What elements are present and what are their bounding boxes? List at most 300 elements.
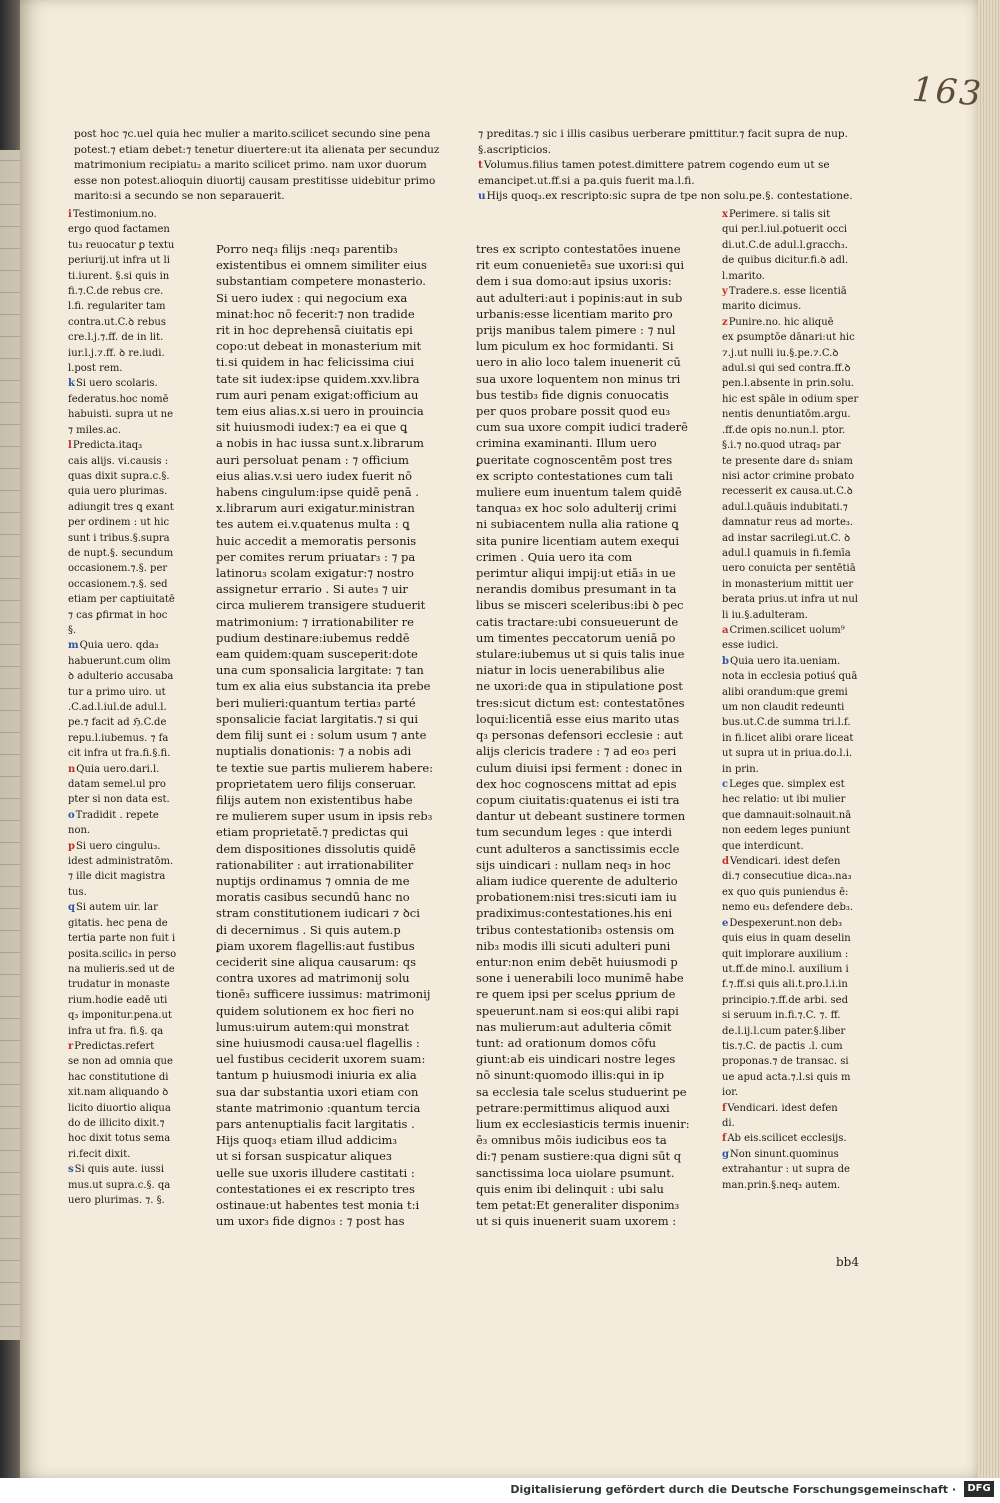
- text-right-line: alijs clericis tradere : ⁊ ad eo₃ peri: [476, 744, 677, 759]
- gloss-left-line: repu.l.iubemus. ⁊ fa: [68, 732, 169, 744]
- gloss-right-line: recesserit ex causa.ut.C.ꝺ: [722, 486, 853, 498]
- gloss-right-line: [722, 1131, 874, 1146]
- top-left-line: potest.⁊ etiam debet:⁊ tenetur diuertere:ut ita alienata per secunduz: [74, 143, 440, 156]
- text-right-line: sua uxore loquentem non minus tri: [476, 371, 681, 386]
- gloss-right-line: ue apud acta.⁊.l.si quis m: [722, 1071, 851, 1083]
- text-left-line: ꝑiam uxorem flagellis:aut fustibus: [216, 938, 415, 953]
- gloss-marker: l: [68, 440, 72, 452]
- text-right-line: tem petat:Et generaliter disponim₃: [476, 1197, 680, 1212]
- gloss-left-line: [68, 762, 198, 777]
- gloss-right-line: nisi actor crimine probato: [722, 470, 855, 482]
- text-right-line: ne uxori:de qua in stipulatione ꝑost: [476, 679, 683, 694]
- gloss-text: Quia uero ita.ueniam.: [730, 655, 841, 667]
- text-left-line: ostinaue:ut habentes test monia t:i: [216, 1197, 420, 1212]
- gloss-marker: f: [722, 1102, 727, 1114]
- gloss-right-line: [722, 854, 874, 869]
- text-right-line: speuerunt.nam si eos:qui alibi rapi: [476, 1003, 679, 1018]
- text-right-line: cunt adulteros a sanctissimis eccle: [476, 841, 680, 856]
- gloss-text: Si autem uir. lar: [76, 902, 158, 914]
- text-left-line: existentibus ei omnem similiter eius: [216, 258, 427, 273]
- gloss-marker: g: [722, 1148, 729, 1160]
- gloss-left-line: fi.⁊.C.de rebus cre.: [68, 286, 164, 298]
- gloss-marker: k: [68, 378, 75, 390]
- gloss-left-line: periurij.ut infra ut li: [68, 255, 170, 267]
- text-left-line: eam quidem:quam susceperit:dote: [216, 647, 418, 662]
- text-right-line: urbanis:esse licentiam marito ꝑro: [476, 306, 673, 321]
- text-left-line: a nobis in hac iussa sunt.x.librarum: [216, 436, 424, 451]
- gloss-text: Punire.no. hic aliquē: [728, 316, 834, 328]
- gloss-right-line: di.: [722, 1117, 735, 1129]
- dfg-logo: DFG: [964, 1481, 994, 1497]
- gloss-left-line: [68, 1162, 198, 1177]
- gloss-right-line: [722, 315, 874, 330]
- gloss-left-line: [68, 638, 198, 653]
- gloss-marker: b: [722, 655, 729, 667]
- gloss-right-line: hic est spāle in odium sper: [722, 393, 859, 405]
- text-right-line: perimtur aliqui impij:ut etiā₃ in ue: [476, 566, 676, 581]
- gloss-text: Predictas.refert: [74, 1040, 155, 1052]
- text-left-line: nuptijs ordinamus ⁊ omnia de me: [216, 873, 410, 888]
- text-left-line: filijs autem non existentibus habe: [216, 792, 413, 807]
- gloss-left-line: uero plurimas. ⁊. §.: [68, 1195, 165, 1206]
- text-right-line: loqui:licentiā esse eius marito utas: [476, 711, 680, 726]
- gloss-text: Vendicari. idest defen: [730, 856, 841, 868]
- text-right-line: dantur ut debeant sustinere tormen: [476, 809, 686, 824]
- gloss-left-line: tur a primo uiro. ut: [68, 686, 166, 698]
- text-left-line: nuptialis donationis: ⁊ a nobis adi: [216, 744, 412, 759]
- text-left-line: quidem solutionem ex hoc fieri no: [216, 1003, 415, 1018]
- text-right-line: stulare:iubemus ut si quis talis inue: [476, 647, 685, 662]
- gloss-marker: a: [722, 624, 729, 636]
- text-right-line: ut si quis inuenerit suam uxorem :: [476, 1214, 677, 1229]
- gloss-marker: q: [68, 902, 75, 914]
- gloss-text: Non sinunt.quominus: [730, 1148, 839, 1160]
- gloss-marker: t: [478, 159, 483, 171]
- text-right-line: dem i sua domo:aut ipsius uxoris:: [476, 274, 672, 289]
- text-right-line: lum piculum ex hoc formidanti. Si: [476, 339, 674, 354]
- gloss-left-line: trudatur in monaste: [68, 979, 170, 991]
- text-right-line: niatur in locis uenerabilibus alie: [476, 663, 665, 678]
- text-right-line: sanctissima loca uiolare psumunt.: [476, 1165, 675, 1180]
- gloss-left-line: habuerunt.cum olim: [68, 655, 171, 667]
- text-right-line: nib₃ modis illi sicuti adulteri puni: [476, 938, 671, 953]
- gloss-left-line: adiungit tres ꝗ exant: [68, 501, 174, 513]
- text-right-line: giunt:ab eis uindicari nostre leges: [476, 1052, 676, 1067]
- gloss-left-line: quia uero plurimas.: [68, 486, 168, 498]
- gloss-right-line: alibi orandum:que gremi: [722, 686, 848, 698]
- text-right-line: rit eum conuenietē₃ sue uxori:si qui: [476, 258, 685, 273]
- gloss-left-line: [68, 900, 198, 915]
- gloss-right-line: damnatur reus ad morte₃.: [722, 517, 854, 529]
- page-stack-edge: [978, 0, 1000, 1478]
- gloss-right-line: ut.ff.de mino.l. auxilium i: [722, 963, 849, 975]
- text-right-line: per quos probare possit quod eu₃: [476, 404, 671, 419]
- text-left-line: copo:ut debeat in monasterium mit: [216, 339, 422, 354]
- gloss-right-line: adul.l quamuis in fi.femīa: [722, 547, 851, 559]
- text-left-line: stram constitutionem iudicari ⁊ ꝺci: [216, 906, 420, 921]
- gloss-right-line: [722, 1101, 874, 1116]
- gloss-right-line: ut supra ut in priua.do.l.i.: [722, 748, 853, 760]
- gloss-right-line: ⁊.j.ut nulli iu.§.pe.⁊.C.ꝺ: [722, 347, 839, 359]
- gloss-right-line: de quibus dicitur.fi.ꝺ adl.: [722, 255, 849, 267]
- text-right-line: crimina examinanti. Illum uero: [476, 436, 657, 451]
- text-right-line: entur:non enim debēt huiusmodi p: [476, 954, 678, 969]
- text-left-line: dem dispositiones dissolutis quidē: [216, 841, 416, 856]
- gloss-left-line: hac constitutione di: [68, 1071, 169, 1083]
- text-left-line: stante matrimonio :quantum tercia: [216, 1100, 421, 1115]
- gloss-right-line: [722, 654, 874, 669]
- gloss-right-line: extrahantur : ut supra de: [722, 1164, 850, 1176]
- text-right-line: ꝑueritate cognoscentēm post tres: [476, 452, 673, 467]
- text-left-line: tes autem ei.v.quatenus multa : ꝗ: [216, 517, 410, 532]
- text-left-line: sit huiusmodi iudex:⁊ ea ei que ꝗ: [216, 420, 408, 435]
- gloss-text: Testimonium.no.: [72, 209, 157, 220]
- gloss-marker: s: [68, 1164, 74, 1176]
- gloss-marker: o: [68, 809, 75, 821]
- text-right-line: di:⁊ penam sustiere:qua digni sūt q: [476, 1149, 682, 1164]
- text-left-line: dem filij sunt ei : solum usum ⁊ ante: [216, 728, 427, 743]
- gloss-left-line: ⁊ ille dicit magistra: [68, 871, 166, 883]
- gloss-marker: m: [68, 640, 79, 652]
- gloss-left-line: cit infra ut fra.fi.§.fi.: [68, 748, 171, 760]
- gloss-left-line: [68, 839, 198, 854]
- text-right-line: sijs uindicari : nullam neq₃ in hoc: [476, 857, 671, 872]
- text-left-line: Hijs quoq₃ etiam illud addicim₃: [216, 1133, 398, 1148]
- text-left-line: rum auri penam exigat:officium au: [216, 387, 419, 402]
- text-right-line: uero in alio loco talem inuenerit cū: [476, 355, 681, 370]
- gloss-right-line: [722, 777, 874, 792]
- text-right-line: prijs manibus talem pimere : ⁊ nul: [476, 323, 676, 338]
- gloss-right-line: f.⁊.ff.si quis ali.t.pro.l.i.in: [722, 979, 848, 991]
- gloss-right-line: .ff.de opis no.nun.l. ptor.: [722, 424, 846, 436]
- gloss-text: Tradere.s. esse licentiā: [728, 286, 847, 298]
- gloss-marker: n: [68, 763, 76, 775]
- text-left-line: tum ex alia eius substancia ita prebe: [216, 679, 431, 694]
- gloss-right-line: [722, 623, 874, 638]
- text-left-line: etiam proprietatē.⁊ predictas qui: [216, 825, 409, 840]
- text-left-line: tionē₃ sufficere iussimus: matrimonij: [216, 987, 431, 1002]
- signature-mark: bb4: [836, 1255, 859, 1269]
- gloss-left-line: ergo quod factamen: [68, 224, 170, 236]
- text-right-line: sita punire licentiam autem exequi: [476, 533, 680, 548]
- gloss-right-line: hec relatio: ut ibi mulier: [722, 794, 846, 806]
- gloss-left-line: licito diuortio aliqua: [68, 1102, 171, 1114]
- text-left-line: re mulierem super usum in ipsis reb₃: [216, 809, 433, 824]
- text-right-line: dex hoc cognoscens mittat ad epis: [476, 776, 677, 791]
- text-left-line: rit in hoc deprehensā ciuitatis epi: [216, 323, 413, 338]
- right-gloss-column: [722, 207, 874, 1193]
- gloss-text: Crimen.scilicet uolum⁹: [729, 624, 845, 636]
- gloss-left-line: [68, 438, 198, 453]
- top-left-line: marito:si a secundo se non separauerit.: [74, 190, 285, 202]
- gloss-marker: f: [722, 1133, 727, 1145]
- text-left-line: uel fustibus ceciderit uxorem suam:: [216, 1052, 426, 1067]
- gloss-text: Hijs quoq₃.ex rescripto:sic supra de tpe non solu.pe.§. contestatione.: [486, 190, 853, 202]
- text-left-line: huic accedit a memoratis personis: [216, 533, 417, 548]
- folio-number: 163: [910, 69, 985, 115]
- text-right-line: aut adulteri:aut i popinis:aut in sub: [476, 290, 683, 305]
- text-left-line: tantum p huiusmodi iniuria ex alia: [216, 1068, 417, 1083]
- gloss-left-line: §.: [68, 624, 77, 636]
- text-right-line: culum diuisi ipsi ferment : donec in: [476, 760, 683, 775]
- gloss-marker: u: [478, 190, 486, 202]
- gloss-text: Vendicari. idest defen: [727, 1102, 838, 1114]
- gloss-right-line: nota in ecclesia potiuś quā: [722, 671, 858, 683]
- gloss-text: Perimere. si talis sit: [728, 209, 831, 220]
- gloss-left-line: pter si non data est.: [68, 794, 170, 806]
- text-right-line: nas mulierum:aut adulteria cōmit: [476, 1019, 672, 1034]
- top-left-line: post hoc ⁊c.uel quia hec mulier a marito.scilicet secundo sine pena: [74, 128, 431, 140]
- text-left-line: lumus:uirum autem:qui monstrat: [216, 1019, 410, 1034]
- gloss-right-line: ad instar sacrilegi.ut.C. ꝺ: [722, 532, 851, 544]
- gloss-right-line: qui per.l.iul.ꝑotuerit occi: [722, 224, 848, 236]
- text-left-line: contra uxores ad matrimonij solu: [216, 971, 410, 986]
- text-right-line: tribus contestationib₃ ostensis om: [476, 922, 675, 937]
- text-right-line: tunt: ad orationum domos cōfu: [476, 1035, 657, 1050]
- text-right-line: muliere eum inuentum talem quidē: [476, 485, 682, 500]
- gloss-left-line: occasionem.⁊.§. per: [68, 563, 168, 575]
- gloss-left-line: de nupt.§. secundum: [68, 547, 174, 559]
- gloss-left-line: idest administratōm.: [68, 856, 174, 868]
- text-right-line: aliam iudice querente de adulterio: [476, 873, 678, 888]
- gloss-left-line: etiam per captiuitatē: [68, 594, 175, 606]
- gloss-left-line: l.post rem.: [68, 363, 123, 375]
- text-right-line: pradiximus:contestationes.his eni: [476, 906, 673, 921]
- gloss-text: Leges que. simplex est: [729, 779, 845, 791]
- gloss-right-line: [722, 1147, 874, 1162]
- gloss-right-line: di.⁊ consecutiue dica₃.na₃: [722, 871, 852, 883]
- text-left-line: sponsalicie faciat largitatis.⁊ si qui: [216, 711, 419, 726]
- gloss-left-line: na mulieris.sed ut de: [68, 963, 175, 975]
- text-left-line: rationabiliter : aut irrationabiliter: [216, 857, 414, 872]
- text-right-line: tum secundum leges : que interdi: [476, 825, 672, 840]
- main-text-column-right: [476, 241, 716, 1229]
- gloss-left-line: l.fi. regulariter tam: [68, 301, 166, 313]
- gloss-left-line: [68, 808, 198, 823]
- text-left-line: proprietatem uero filijs conseruar.: [216, 776, 417, 791]
- text-left-line: uelle sue uxoris illudere castitati :: [216, 1165, 415, 1180]
- gloss-marker: z: [722, 316, 728, 328]
- text-left-line: habens cingulum:ipse quidē penā .: [216, 485, 419, 500]
- gloss-left-line: se non ad omnia que: [68, 1056, 173, 1068]
- gloss-left-line: tus.: [68, 886, 87, 898]
- text-right-line: cum sua uxore compit iudici traderē: [476, 420, 688, 435]
- gloss-left-line: contra.ut.C.ꝺ rebus: [68, 316, 166, 328]
- gloss-left-line: mus.ut supra.c.§. qa: [68, 1179, 171, 1191]
- text-right-line: nō sinunt:quomodo illis:qui in ip: [476, 1068, 665, 1083]
- gloss-left-line: cre.l.j.⁊.ff. de in lit.: [68, 332, 164, 344]
- gloss-right-line: de.l.ij.l.cum pater.§.liber: [722, 1025, 846, 1037]
- text-left-line: tate sit iudex:ipse quidem.xxv.libra: [216, 371, 420, 386]
- gloss-right-line: si seruum in.fi.⁊.C. ⁊. ff.: [722, 1010, 841, 1022]
- gloss-right-line: berata prius.ut infra ut nul: [722, 594, 858, 606]
- gloss-right-line: in fi.licet alibi orare liceat: [722, 732, 854, 744]
- text-right-line: tanqua₃ ex hoc solo adulterij crimi: [476, 501, 677, 516]
- text-right-line: sone i uenerabili loco munimē habe: [476, 971, 684, 986]
- gloss-right-line: di.ut.C.de adul.l.gracch₃.: [722, 239, 848, 251]
- gloss-right-line: adul.l.quāuis indubitati.⁊: [722, 501, 848, 513]
- gloss-left-line: ⁊ cas ꝑfirmat in hoc: [68, 609, 168, 621]
- gloss-right-line: te presente dare d₃ sniam: [722, 455, 853, 467]
- gloss-text: Ab eis.scilicet ecclesijs.: [727, 1133, 847, 1145]
- gloss-left-line: non.: [68, 825, 91, 837]
- gloss-left-line: ti.iurent. §.si quis in: [68, 270, 170, 282]
- gloss-left-line: infra ut fra. fi.§. qa: [68, 1025, 164, 1037]
- footer-credit: Digitalisierung gefördert durch die Deutsche Forschungsgemeinschaft ·: [510, 1483, 956, 1496]
- gloss-right-line: pen.l.absente in prin.solu.: [722, 378, 855, 390]
- gloss-left-line: .C.ad.l.iul.de adul.l.: [68, 702, 167, 713]
- gloss-marker: p: [68, 840, 75, 852]
- main-text-column-left: [216, 241, 452, 1229]
- text-right-line: re quem ipsi per scelus ꝑprium de: [476, 987, 676, 1002]
- gloss-text: Si uero cingulu₃.: [76, 840, 161, 852]
- text-right-line: petrare:permittimus aliquod auxi: [476, 1100, 670, 1115]
- gloss-right-line: nemo eu₃ defendere deb₃.: [722, 902, 854, 914]
- gloss-left-line: ri.fecit dixit.: [68, 1148, 131, 1160]
- text-right-line: lium ex ecclesiasticis termis inuenir:: [476, 1116, 690, 1131]
- text-right-line: quis enim ibi delinquit : ubi salu: [476, 1181, 664, 1196]
- gloss-right-line: li iu.§.adulteram.: [722, 609, 808, 621]
- gloss-right-line: principio.⁊.ff.de arbi. sed: [722, 994, 848, 1006]
- gloss-text: Si quis aute. iussi: [74, 1164, 165, 1176]
- gloss-left-line: [68, 207, 198, 222]
- gloss-right-line: esse iudici.: [722, 640, 779, 652]
- gloss-right-line: non eedem leges puniunt: [722, 825, 851, 837]
- gloss-right-line: adul.si qui sed contra.ff.ꝺ: [722, 363, 851, 375]
- gloss-right-line: [722, 284, 874, 299]
- gloss-left-line: ⁊ miles.ac.: [68, 424, 121, 436]
- gloss-right-line: nentis denuntiatōm.argu.: [722, 409, 851, 421]
- text-left-line: pudium destinare:iubemus reddē: [216, 630, 410, 645]
- left-gloss-column: [68, 207, 198, 1208]
- text-left-line: per comites rerum priuatar₃ : ⁊ pa: [216, 549, 416, 564]
- top-right-line: [478, 158, 878, 174]
- gloss-left-line: pe.⁊ facit ad ℌ.C.de: [68, 717, 167, 729]
- gloss-right-line: tis.⁊.C. de pactis .l. cum: [722, 1040, 843, 1052]
- gloss-left-line: per ordinem : ut hic: [68, 517, 170, 529]
- gloss-text: Quia uero.dari.l.: [76, 763, 160, 775]
- text-left-line: minat:hoc nō fecerit:⁊ non tradide: [216, 306, 415, 321]
- gloss-left-line: quas dixit supra.c.§.: [68, 470, 170, 482]
- gloss-right-line: in prin.: [722, 763, 759, 775]
- text-left-line: latinoru₃ scolam exigatur:⁊ nostro: [216, 566, 414, 581]
- text-left-line: una cum sponsalicia largitate: ⁊ tan: [216, 663, 424, 678]
- text-left-line: beri mulieri:quantum tertia₃ parté: [216, 695, 416, 710]
- text-left-line: Porro neq₃ filijs :neq₃ parentib₃: [216, 242, 398, 256]
- text-left-line: ceciderit sine aliqua causarum: qs: [216, 954, 416, 969]
- gloss-text: Despexerunt.non deb₃: [729, 917, 842, 929]
- gloss-text: Predicta.itaq₃: [72, 440, 143, 452]
- gloss-text: Si uero scolaris.: [75, 378, 158, 390]
- gloss-left-line: tu₃ reuocatur ꝑ textu: [68, 239, 175, 251]
- text-left-line: circa mulierem transigere studuerit: [216, 598, 426, 613]
- gloss-marker: r: [68, 1040, 74, 1052]
- gloss-left-line: [68, 1039, 198, 1054]
- gloss-right-line: man.prin.§.neq₃ autem.: [722, 1179, 841, 1191]
- text-left-line: tem eius alias.x.si uero in prouincia: [216, 404, 424, 419]
- gloss-marker: c: [722, 779, 729, 791]
- text-left-line: x.librarum auri exigatur.ministran: [216, 501, 415, 516]
- top-left-text-block: [74, 127, 452, 205]
- gloss-marker: d: [722, 856, 729, 868]
- gloss-right-line: quit implorare auxilium :: [722, 948, 849, 960]
- gloss-left-line: datam semel.ul pro: [68, 779, 166, 791]
- text-left-line: di decernimus . Si quis autem.p: [216, 922, 401, 937]
- gloss-left-line: xit.nam aliquando ꝺ: [68, 1087, 169, 1099]
- gloss-right-line: que interdicunt.: [722, 840, 804, 852]
- top-right-text-block: [478, 127, 878, 205]
- text-right-line: catis tractare:ubi consueuerunt de: [476, 614, 679, 629]
- gloss-left-line: q₃ imponitur.pena.ut: [68, 1010, 173, 1022]
- gloss-left-line: hoc dixit totus sema: [68, 1133, 171, 1145]
- text-left-line: matrimonium: ⁊ irrationabiliter re: [216, 614, 414, 629]
- gloss-right-line: ior.: [722, 1087, 739, 1099]
- text-left-line: moratis casibus secundū hanc no: [216, 890, 410, 905]
- text-right-line: libus se misceri sceleribus:ibi ꝺ pec: [476, 598, 684, 613]
- facing-page-edge: [0, 150, 20, 1340]
- text-left-line: eius alias.v.si uero iudex fuerit nō: [216, 468, 413, 483]
- text-right-line: ni subiacentem nulla alia ratione ꝗ: [476, 517, 679, 532]
- text-right-line: nerandis domibus presumant in ta: [476, 582, 677, 597]
- text-left-line: ti.si quidem in hac felicissima ciui: [216, 355, 415, 370]
- text-left-line: sine huiusmodi causa:uel flagellis :: [216, 1035, 420, 1050]
- text-left-line: ut si forsan suspicatur aliqueɜ: [216, 1149, 392, 1164]
- text-left-line: um uxor₃ fide digno₃ : ⁊ post has: [216, 1214, 405, 1229]
- top-left-line: esse non potest.alioquin diuortij causam prestitisse uidebitur primo: [74, 174, 436, 187]
- top-right-line: [478, 189, 878, 205]
- gloss-right-line: bus.ut.C.de summa tri.l.f.: [722, 717, 851, 729]
- top-left-line: matrimonium recipiatu₂ a marito scilicet primo. nam uxor duorum: [74, 159, 427, 171]
- gloss-left-line: tertia parte non fuit i: [68, 933, 176, 945]
- text-right-line: bus testib₃ fide dignis conuocatis: [476, 387, 669, 402]
- text-left-line: pars antenuptialis facit largitatis .: [216, 1116, 415, 1131]
- gloss-left-line: ꝺ adulterio accusaba: [68, 671, 174, 683]
- gloss-left-line: posita.scilic₃ in perso: [68, 948, 177, 960]
- gloss-right-line: §.i.⁊ no.quod utraq₃ par: [722, 440, 841, 452]
- text-left-line: auri persoluat penam : ⁊ officium: [216, 452, 409, 467]
- gloss-text: Quia uero. qda₃: [79, 640, 159, 652]
- gloss-left-line: occasionem.⁊.§. sed: [68, 578, 168, 590]
- text-right-line: sa ecclesia tale scelus studuerint pe: [476, 1084, 687, 1099]
- gloss-right-line: l.marito.: [722, 270, 765, 282]
- gloss-text: Volumus.filius tamen potest.dimittere patrem cogendo eum ut se: [483, 159, 830, 171]
- gloss-right-line: proponas.⁊ de transac. si: [722, 1056, 849, 1068]
- gloss-right-line: [722, 916, 874, 931]
- gloss-left-line: iur.l.j.⁊.ff. ꝺ re.iudi.: [68, 347, 165, 359]
- text-right-line: um timentes peccatorum ueniā po: [476, 630, 676, 645]
- gloss-marker: y: [722, 286, 728, 298]
- text-right-line: tres:sicut dictum est: contestatōnes: [476, 695, 685, 710]
- top-right-line: §.ascripticios.: [478, 143, 552, 156]
- text-right-line: copum ciuitatis:quatenus ei isti tra: [476, 792, 680, 807]
- text-right-line: tres ex scripto contestatōes inuene: [476, 242, 681, 256]
- gloss-right-line: [722, 207, 874, 222]
- text-left-line: substantiam competere monasterio.: [216, 274, 426, 289]
- top-right-line: emancipet.ut.ff.si a pa.quis fuerit ma.l.fi.: [478, 174, 695, 187]
- gloss-right-line: que damnauit:solnauit.nā: [722, 809, 852, 821]
- text-right-line: probationem:nisi tres:sicuti iam iu: [476, 890, 677, 905]
- gloss-marker: x: [722, 209, 728, 220]
- gloss-marker: e: [722, 917, 729, 929]
- gloss-left-line: habuisti. supra ut ne: [68, 409, 174, 421]
- gloss-right-line: ex ꝑsumptōe dānari:ut hic: [722, 332, 855, 344]
- gloss-text: Tradidit . repete: [75, 809, 159, 821]
- gloss-marker: i: [68, 209, 72, 220]
- text-right-line: crimen . Quia uero ita com: [476, 549, 633, 564]
- text-right-line: q₃ personas defensori ecclesie : aut: [476, 728, 683, 743]
- text-right-line: ex scripto contestationes cum tali: [476, 468, 673, 483]
- gloss-right-line: marito dicimus.: [722, 301, 802, 313]
